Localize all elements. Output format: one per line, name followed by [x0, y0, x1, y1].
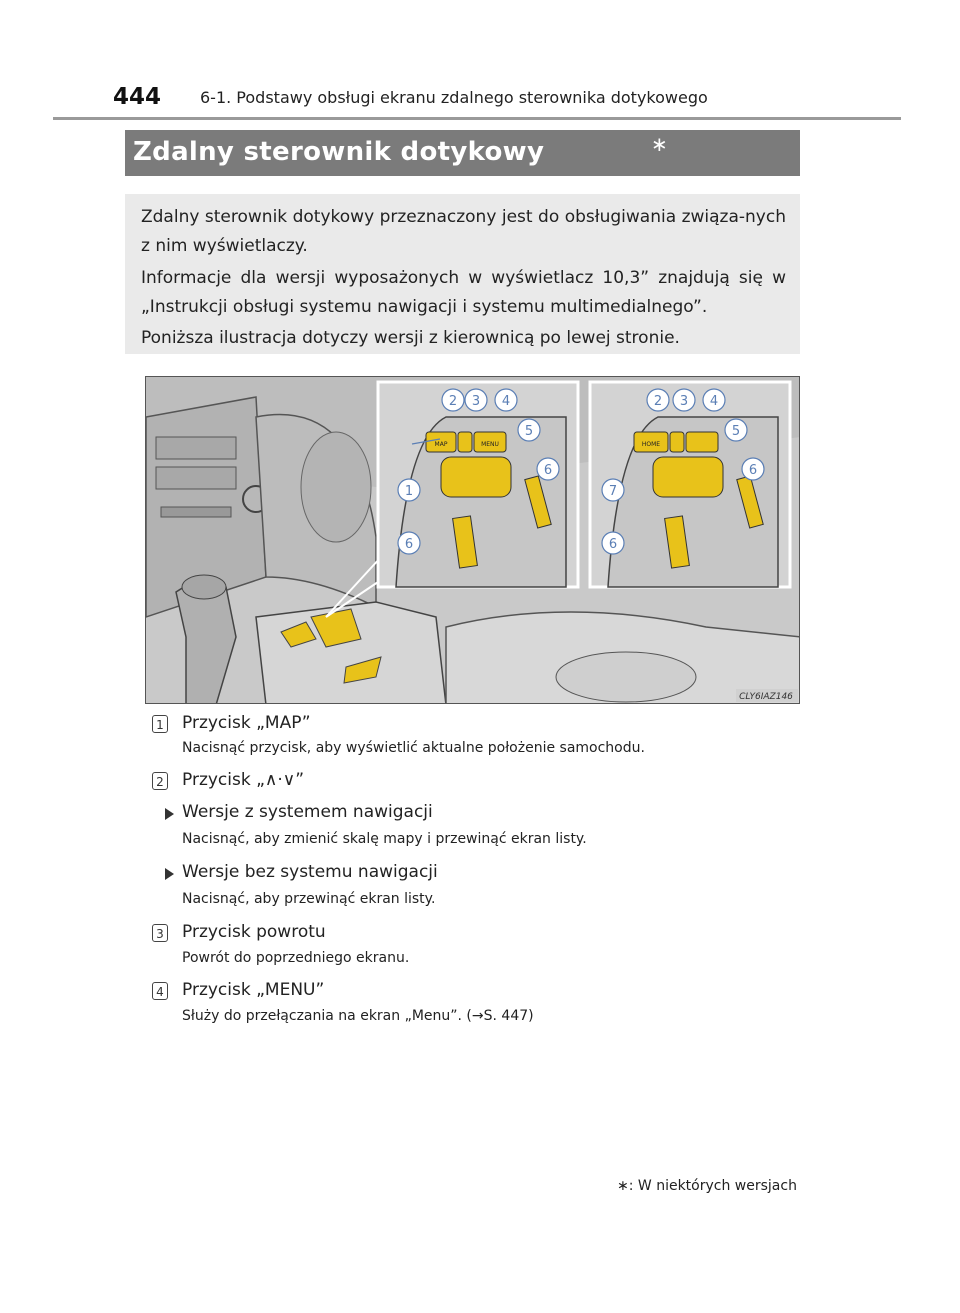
- right-callout-6a: 6: [748, 463, 758, 478]
- right-callout-5: 5: [731, 424, 741, 439]
- left-callout-4: 4: [501, 394, 511, 409]
- item-title: Przycisk „∧·∨”: [182, 770, 305, 790]
- intro-box: [125, 194, 800, 354]
- item-number-badge: 1: [152, 715, 168, 733]
- item-title: Przycisk powrotu: [182, 922, 326, 942]
- sub-item-description: Nacisnąć, aby zmienić skalę mapy i przewinąć ekran listy.: [182, 831, 587, 847]
- page-number: 444: [113, 84, 162, 110]
- triangle-bullet-icon: [165, 808, 174, 820]
- item-description: Nacisnąć przycisk, aby wyświetlić aktualne położenie samochodu.: [182, 740, 645, 756]
- item-description: Służy do przełączania na ekran „Menu”. (→S. 447): [182, 1008, 534, 1024]
- map-label: MAP: [434, 441, 448, 448]
- intro-paragraph-3: Poniższa ilustracja dotyczy wersji z kierownicą po lewej stronie.: [141, 328, 680, 348]
- running-header: 6-1. Podstawy obsługi ekranu zdalnego sterownika dotykowego: [200, 88, 708, 107]
- intro-paragraph-2: Informacje dla wersji wyposażonych w wyświetlacz 10,3” znajdują się w „Instrukcji obsługi systemu nawigacji i systemu multimedialnego”.: [141, 268, 786, 317]
- menu-label: MENU: [481, 441, 499, 448]
- right-callout-7: 7: [608, 484, 618, 499]
- triangle-bullet-icon: [165, 868, 174, 880]
- right-callout-3: 3: [679, 394, 689, 409]
- item-description: Powrót do poprzedniego ekranu.: [182, 950, 410, 966]
- right-callout-2: 2: [653, 394, 663, 409]
- right-callout-4: 4: [709, 394, 719, 409]
- sub-item-description: Nacisnąć, aby przewinąć ekran listy.: [182, 891, 436, 907]
- left-callout-2: 2: [448, 394, 458, 409]
- item-number-badge: 3: [152, 924, 168, 942]
- sub-item-title: Wersje z systemem nawigacji: [182, 802, 433, 822]
- left-callout-6b: 6: [404, 537, 414, 552]
- controller-illustration: [145, 376, 800, 704]
- section-title: Zdalny sterownik dotykowy: [133, 137, 545, 167]
- footnote: ∗: W niektórych wersjach: [617, 1178, 797, 1194]
- figure-code: CLY6IAZ146: [739, 692, 793, 702]
- asterisk-mark: ∗: [651, 132, 668, 156]
- item-number-badge: 4: [152, 982, 168, 1000]
- section-title-bar: [125, 130, 800, 176]
- item-title: Przycisk „MENU”: [182, 980, 325, 1000]
- left-callout-3: 3: [471, 394, 481, 409]
- left-callout-1: 1: [404, 484, 414, 499]
- header-rule: [53, 117, 901, 120]
- right-callout-6b: 6: [608, 537, 618, 552]
- item-number-badge: 2: [152, 772, 168, 790]
- left-callout-6a: 6: [543, 463, 553, 478]
- left-callout-5: 5: [524, 424, 534, 439]
- intro-paragraph-1: Zdalny sterownik dotykowy przeznaczony jest do obsługiwania związa-nych z nim wyświetlaczy.: [141, 207, 786, 256]
- item-title: Przycisk „MAP”: [182, 713, 311, 733]
- sub-item-title: Wersje bez systemu nawigacji: [182, 862, 438, 882]
- home-label: HOME: [641, 441, 661, 448]
